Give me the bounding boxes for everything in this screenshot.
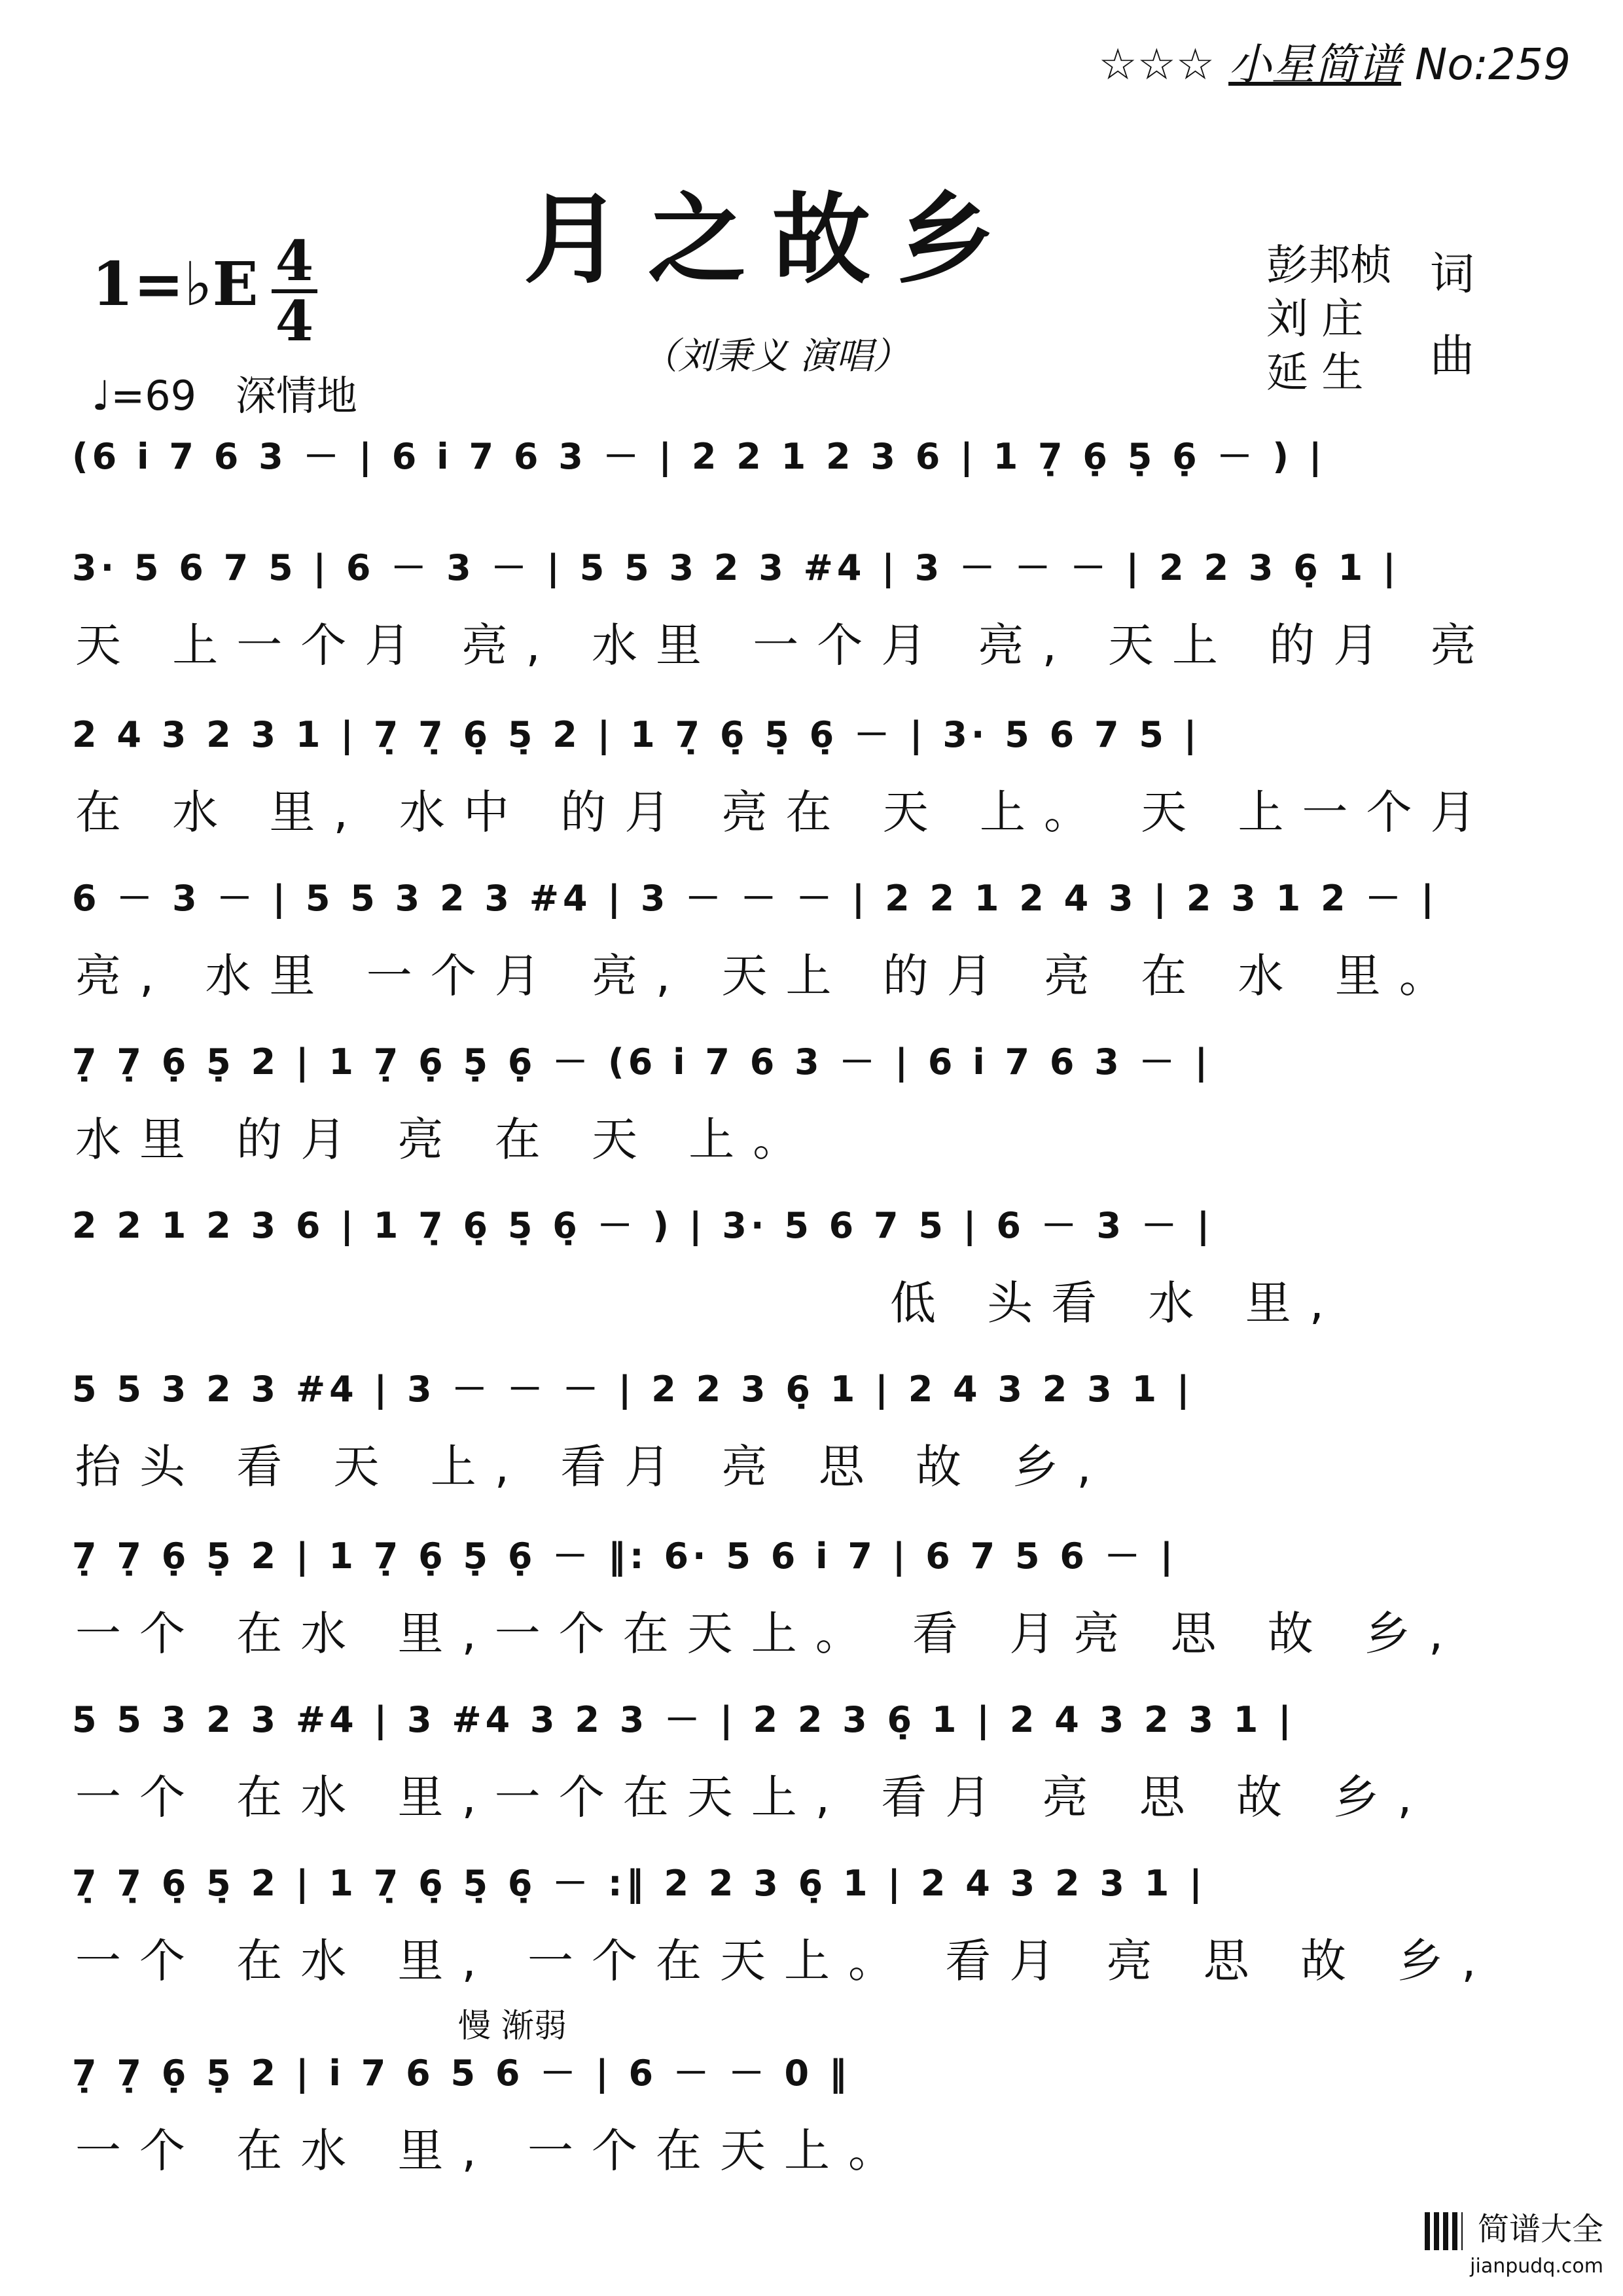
- system-6: [72, 1194, 1544, 1257]
- key-signature: 1=♭E: [92, 249, 259, 319]
- notes: (6 i̇ 7 6 3 － | 6 i̇ 7 6 3 － | 2 2 1 2 3 6 | 1 7̣ 6̣ 5̣ 6̣ － ) |: [72, 436, 1326, 477]
- notes: 6 － 3 － | 5 5 3 2 3 #4 | 3 － － － | 2 2 1 2 4 3 | 2 3 1 2 － |: [72, 878, 1438, 919]
- system-10: [72, 1852, 1544, 1915]
- tempo-line: [92, 363, 357, 422]
- system-9: [72, 1689, 1544, 1751]
- notes: 7̣ 7̣ 6̣ 5̣ 2 | 1 7̣ 6̣ 5̣ 6̣ － :‖ 2 2 3 6̣ 1 | 2 4 3 2 3 1 |: [72, 1863, 1206, 1904]
- system-7: [72, 1358, 1544, 1421]
- notes: 3· 5 6 7 5 | 6 － 3 － | 5 5 3 2 3 #4 | 3 － － － | 2 2 3 6̣ 1 |: [72, 547, 1400, 588]
- expression: 深情地: [235, 372, 357, 420]
- site-header: [1099, 29, 1571, 92]
- lyrics-8: 一个 在水 里,一个在天上。 看 月亮 思 故 乡,: [75, 1607, 1462, 1660]
- watermark: [1425, 2212, 1603, 2283]
- system-2: [72, 537, 1544, 600]
- song-title: 月之故乡: [524, 182, 1022, 297]
- lyrics-7: 抬头 看 天 上, 看月 亮 思 故 乡,: [75, 1440, 1110, 1494]
- lyrics-9: 一个 在水 里,一个在天上, 看月 亮 思 故 乡,: [75, 1770, 1431, 1824]
- notes: 5 5 3 2 3 #4 | 3 #4 3 2 3 － | 2 2 3 6̣ 1 | 2 4 3 2 3 1 |: [72, 1699, 1295, 1740]
- watermark-url[interactable]: jianpudq.com: [1470, 2255, 1603, 2278]
- notes: 2 4 3 2 3 1 | 7̣ 7̣ 6̣ 5̣ 2 | 1 7̣ 6̣ 5̣ 6̣ － | 3· 5 6 7 5 |: [72, 714, 1201, 755]
- time-signature-bottom: 4: [275, 289, 314, 353]
- lyrics-5: 水里 的月 亮 在 天 上。: [75, 1113, 817, 1166]
- notes: 2 2 1 2 3 6 | 1 7̣ 6̣ 5̣ 6̣ － ) | 3· 5 6 7 5 | 6 － 3 － |: [72, 1205, 1214, 1246]
- time-signature-top: 4: [275, 228, 314, 293]
- lyrics-2: 天 上一个月 亮, 水里 一个月 亮, 天上 的月 亮: [75, 619, 1495, 672]
- dynamics-marking: 慢 渐弱: [458, 2007, 567, 2045]
- lyricist: 彭邦桢: [1266, 242, 1392, 290]
- system-4: [72, 867, 1544, 930]
- system-8: [72, 1525, 1544, 1588]
- system-3: [72, 704, 1544, 766]
- time-signature: [272, 228, 317, 353]
- notes: 7̣ 7̣ 6̣ 5̣ 2 | i̇ 7 6 5 6 － | 6 － － 0 ‖: [72, 2053, 851, 2094]
- composer-role: 曲: [1430, 331, 1475, 382]
- composer-1: 刘 庄: [1266, 295, 1364, 344]
- composer-2: 延 生: [1266, 349, 1364, 397]
- lyricist-role: 词: [1430, 249, 1475, 300]
- tempo: ♩=69: [92, 372, 197, 420]
- system-5: [72, 1031, 1544, 1094]
- lyrics-4: 亮, 水里 一个月 亮, 天上 的月 亮 在 水 里。: [75, 949, 1463, 1003]
- system-11: [72, 2042, 1152, 2105]
- lyrics-6: 低 头看 水 里,: [890, 1276, 1343, 1330]
- lyrics-3: 在 水 里, 水中 的月 亮在 天 上。 天 上一个月: [75, 785, 1495, 839]
- watermark-name: 简谱大全: [1477, 2211, 1603, 2248]
- singer: （刘秉义 演唱）: [641, 335, 910, 378]
- stars: ☆☆☆: [1098, 39, 1215, 90]
- lyrics-10: 一个 在水 里, 一个在天上。 看月 亮 思 故 乡,: [75, 1934, 1495, 1988]
- notes: 7̣ 7̣ 6̣ 5̣ 2 | 1 7̣ 6̣ 5̣ 6̣ － (6 i̇ 7 6 3 － | 6 i̇ 7 6 3 － |: [72, 1041, 1212, 1083]
- notes: 5 5 3 2 3 #4 | 3 － － － | 2 2 3 6̣ 1 | 2 4 3 2 3 1 |: [72, 1369, 1194, 1410]
- notes: 7̣ 7̣ 6̣ 5̣ 2 | 1 7̣ 6̣ 5̣ 6̣ － ‖: 6· 5 6 i̇ 7 | 6 7 5 6 － |: [72, 1535, 1177, 1577]
- site-name[interactable]: 小星简谱: [1228, 39, 1402, 90]
- system-1: [72, 425, 1544, 488]
- credits: [1266, 239, 1392, 400]
- piano-keys-icon: [1425, 2212, 1463, 2250]
- score-number: No:259: [1415, 39, 1571, 90]
- lyrics-11: 一个 在水 里, 一个在天上。: [75, 2124, 913, 2178]
